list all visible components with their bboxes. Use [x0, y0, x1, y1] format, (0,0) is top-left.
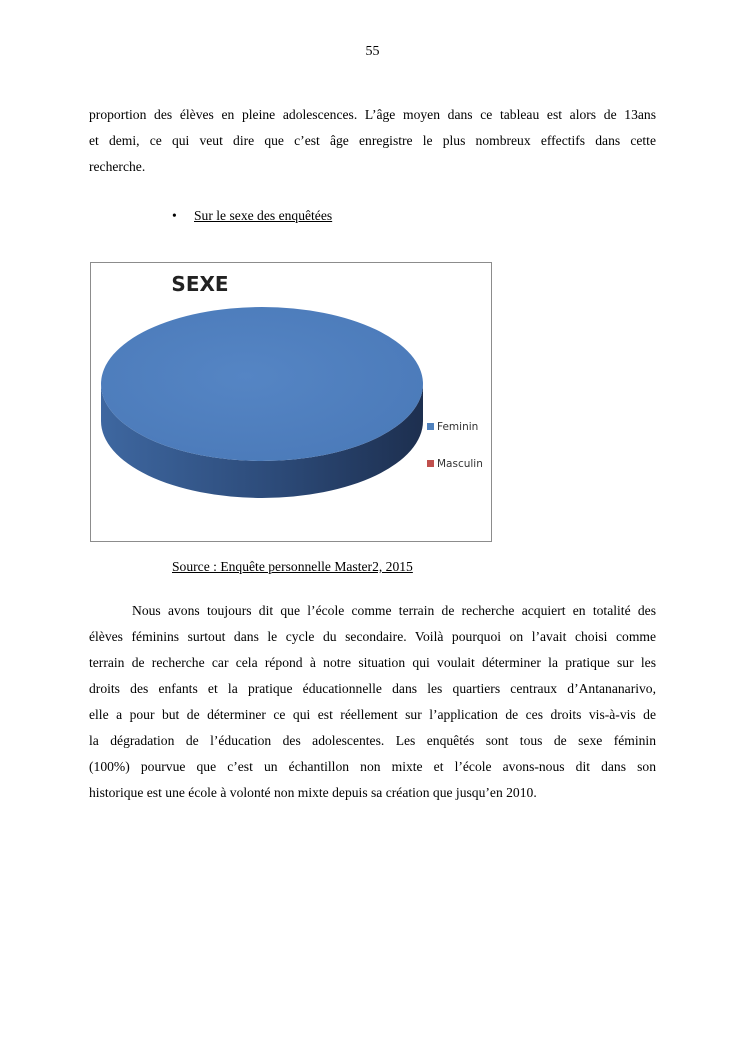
legend-swatch-masculin	[427, 460, 434, 467]
legend-item-feminin	[427, 421, 478, 433]
body-line: droits des enfants et la pratique éducationnelle dans les quartiers centraux d’Antananarivo,	[89, 681, 656, 696]
body-line: la dégradation de l’éducation des adolescentes. Les enquêtés sont tous de sexe féminin	[89, 733, 656, 748]
body-line: historique est une école à volonté non mixte depuis sa création que jusqu’en 2010.	[89, 785, 537, 800]
body-line	[89, 598, 656, 624]
bullet-icon: •	[172, 208, 177, 223]
body-line: elle a pour but de déterminer ce qui est réellement sur l’application de ces droits vis-à-vis de	[89, 707, 656, 722]
body-paragraph	[89, 598, 656, 806]
chart-frame	[90, 262, 492, 542]
body-line: élèves féminins surtout dans le cycle du secondaire. Voilà pourquoi on l’avait choisi comme	[89, 629, 656, 644]
page-number: 55	[365, 44, 380, 59]
body-line: terrain de recherche car cela répond à notre situation qui voulait déterminer la pratique sur les	[89, 655, 656, 670]
intro-paragraph	[89, 102, 656, 180]
intro-line: recherche.	[89, 159, 146, 174]
legend-label: Masculin	[437, 458, 483, 470]
bullet-text: Sur le sexe des enquêtées	[194, 208, 333, 223]
body-line: (100%) pourvue que c’est un échantillon non mixte et l’école avons-nous dit dans son	[89, 759, 656, 774]
legend-label: Feminin	[437, 421, 479, 433]
chart-title: SEXE	[171, 272, 229, 296]
chart-source: Source : Enquête personnelle Master2, 2015	[172, 559, 413, 574]
intro-line: proportion des élèves en pleine adolescences. L’âge moyen dans ce tableau est alors de 13ans	[89, 107, 656, 122]
section-bullet	[172, 208, 332, 224]
legend-item-masculin	[427, 458, 483, 470]
body-line-text: Nous avons toujours dit que l’école comme terrain de recherche acquiert en totalité des	[132, 603, 656, 618]
intro-line: et demi, ce qui veut dire que c’est âge enregistre le plus nombreux effectifs dans cette	[89, 133, 656, 148]
legend-swatch-feminin	[427, 423, 434, 430]
